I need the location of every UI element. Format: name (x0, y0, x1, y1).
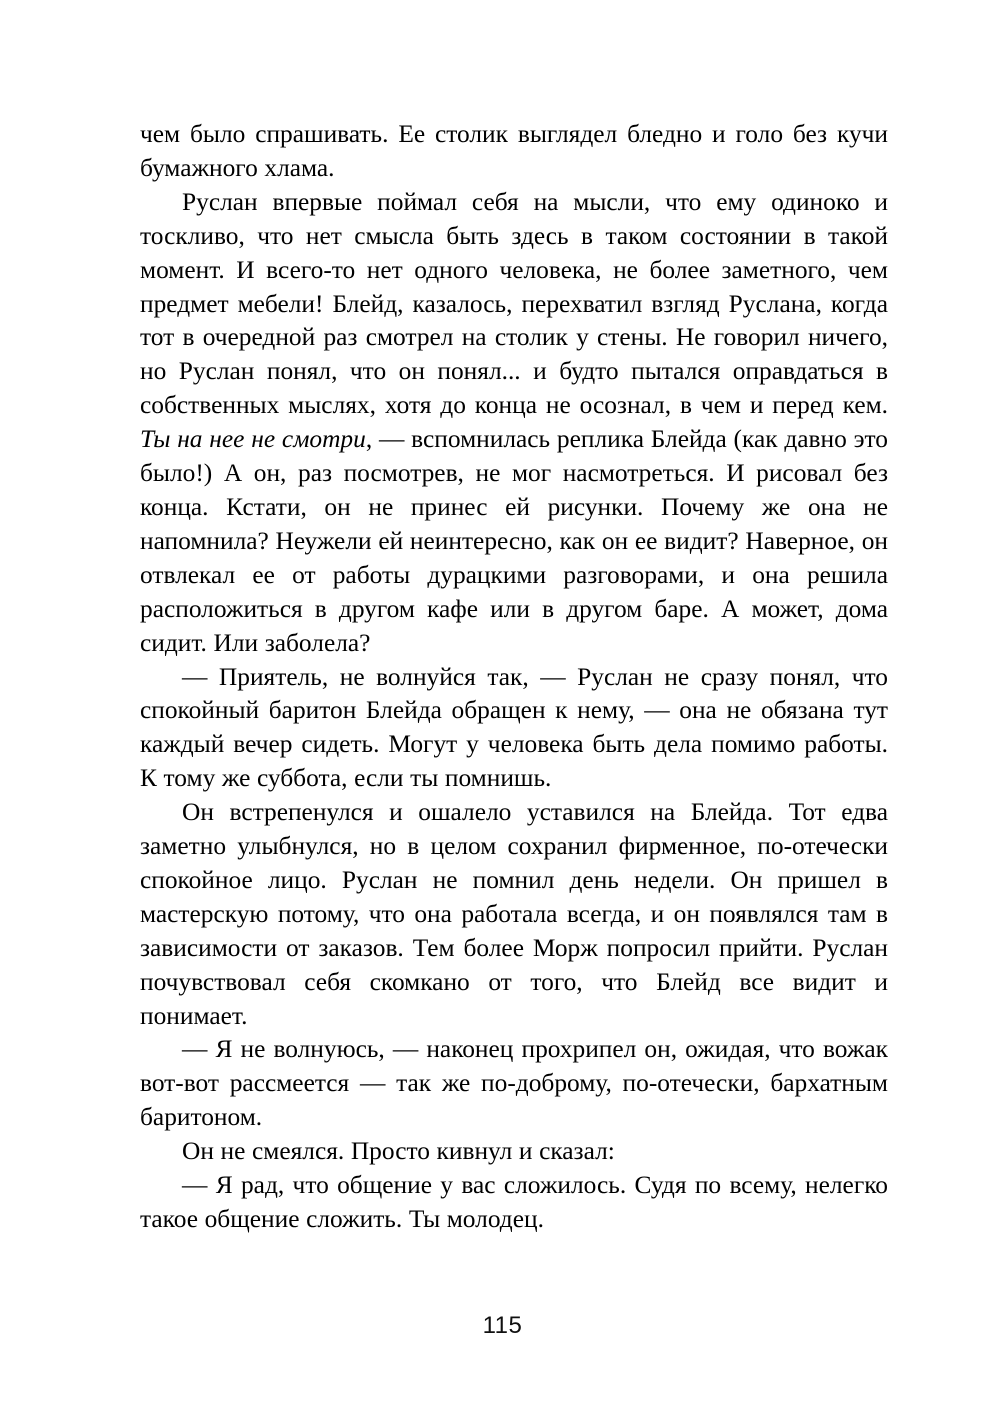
paragraph-2-text-before-italic: Руслан впервые поймал себя на мысли, что ему одиноко и тоскливо, что нет смысла быть здесь в таком состоянии в такой момент. И всего-то нет одного человека, не более заметного, чем предмет мебели! Блейд, казалось, перехватил взгляд Руслана, когда тот в очередной раз смотрел на столик у стены. Не говорил ничего, но Руслан понял, что он понял... и будто пытался оправдаться в собственных мыслях, хотя до конца не осознал, в чем и перед кем. (140, 187, 888, 420)
paragraph-4: Он встрепенулся и ошалело уставился на Блейда. Тот едва заметно улыбнулся, но в целом сохранил фирменное, по-отечески спокойное лицо. Руслан не помнил день недели. Он пришел в мастерскую потому, что она работала всегда, и он появлялся там в зависимости от заказов. Тем более Морж попросил прийти. Руслан почувствовал себя скомкано от того, что Блейд все видит и понимает. (140, 798, 888, 1030)
paragraph-2-text-after-italic: , — вспомнилась реплика Блейда (как давно это было!) А он, раз посмотрев, не мог насмотреться. И рисовал без конца. Кстати, он не принес ей рисунки. Почему же она не напомнила? Неужели ей неинтересно, как он ее видит? Наверное, он отвлекал ее от работы дурацкими разговорами, и она решила расположиться в другом кафе или в другом баре. А может, дома сидит. Или заболела? (140, 425, 888, 657)
paragraph-6: Он не смеялся. Просто кивнул и сказал: (182, 1137, 615, 1166)
paragraph-7: — Я рад, что общение у вас сложилось. Судя по всему, нелегко такое общение сложить. Ты молодец. (140, 1171, 888, 1233)
paragraph-3: — Приятель, не волнуйся так, — Руслан не сразу понял, что спокойный баритон Блейда обращен к нему, — она не обязана тут каждый вечер сидеть. Могут у человека быть дела помимо работы. К тому же суббота, если ты помнишь. (140, 662, 888, 793)
paragraph-2 (140, 186, 888, 661)
paragraph-2-italic-phrase: Ты на нее не смотри (140, 425, 366, 454)
paragraph-5: — Я не волнуюсь, — наконец прохрипел он, ожидая, что вожак вот-вот рассмеется — так же по-доброму, по-отечески, бархатным баритоном. (140, 1035, 888, 1132)
paragraph-1: чем было спрашивать. Ее столик выглядел бледно и голо без кучи бумажного хлама. (140, 120, 888, 182)
page-text-block (140, 118, 888, 1237)
page-number: 115 (482, 1312, 523, 1339)
